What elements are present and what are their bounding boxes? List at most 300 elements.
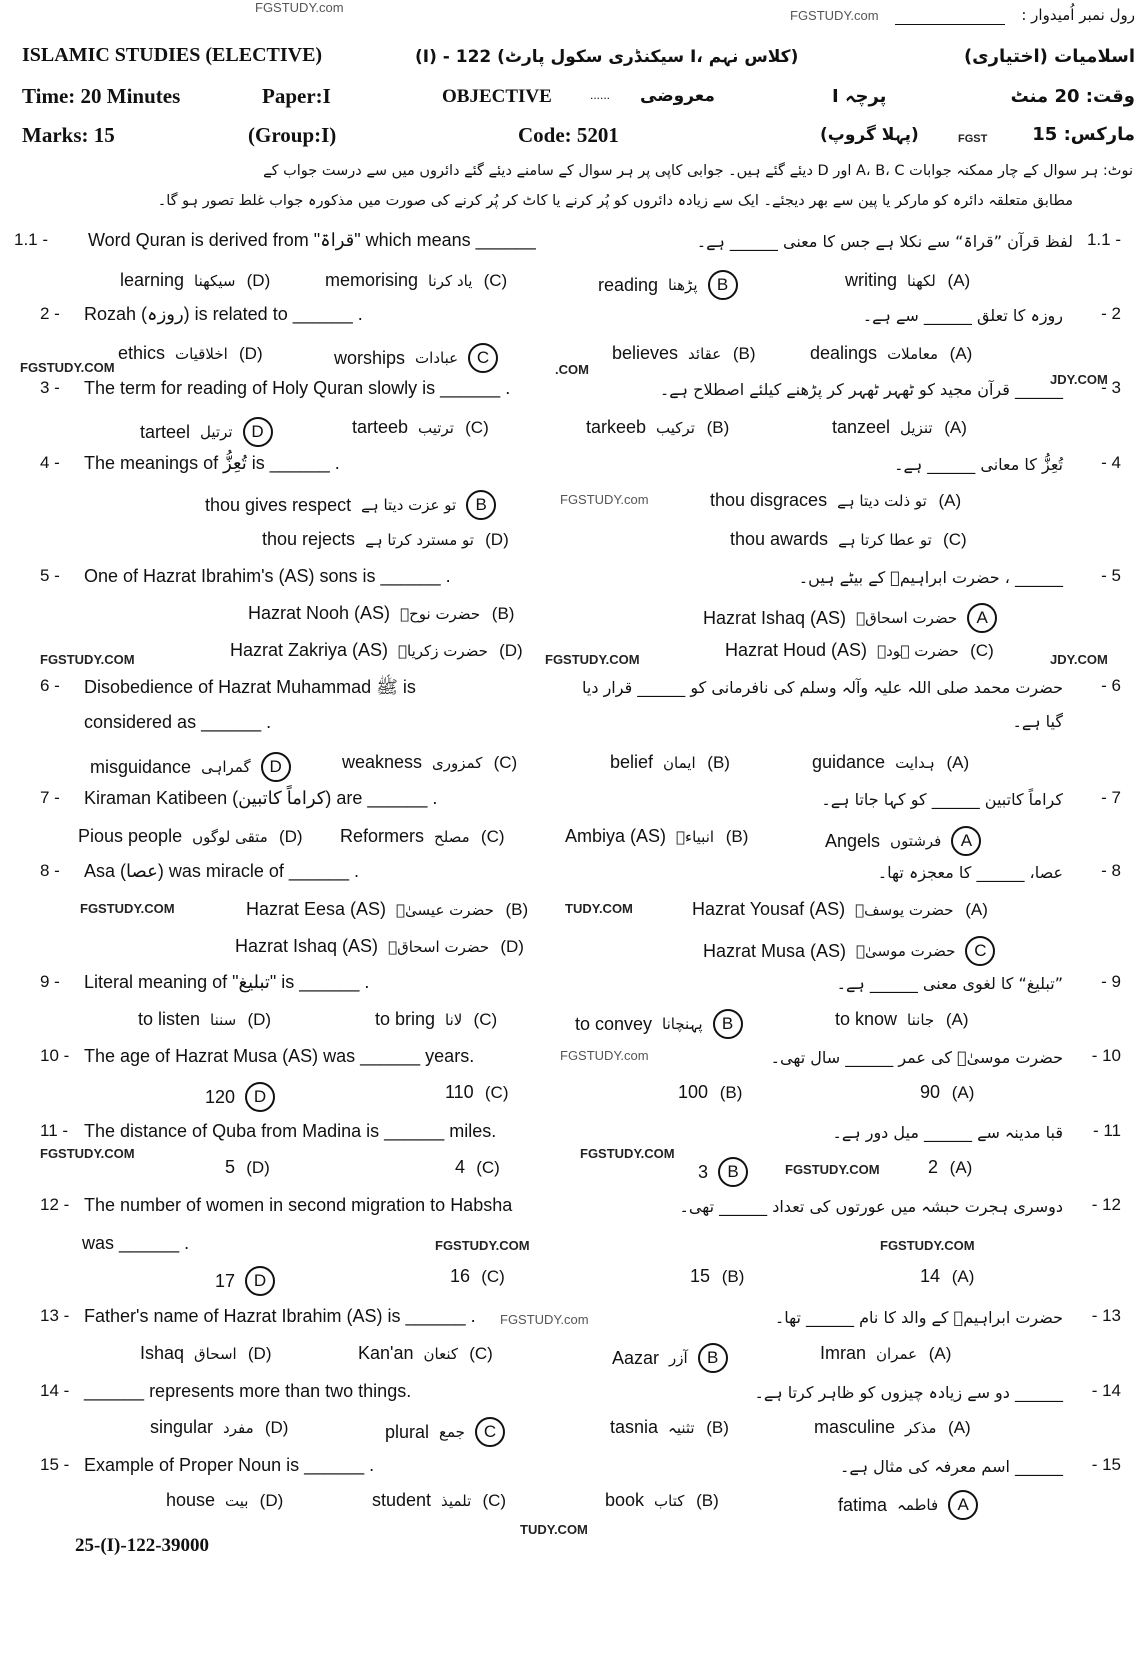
option-a[interactable] (838, 1490, 978, 1520)
option-letter: (C) (943, 529, 967, 549)
option-letter: (A) (938, 490, 962, 510)
answer-circle-mark: B (713, 1009, 743, 1039)
option-text-ur: حضرت اسحاقؑ (856, 609, 958, 627)
option-d[interactable] (78, 826, 304, 847)
answer-circle-mark: C (475, 1417, 505, 1447)
option-letter: (D) (278, 826, 303, 846)
watermark-text: FGSTUDY.com (500, 1312, 589, 1327)
time-en: Time: 20 Minutes (22, 84, 181, 108)
option-c[interactable] (325, 270, 508, 291)
question-text-ur: کراماً کاتبین ______ کو کہا جاتا ہے۔ (821, 790, 1063, 809)
option-text-ur: عمران (876, 1344, 918, 1363)
option-text-ur: فرشتوں (890, 832, 942, 850)
question-text-ur: حضرت ابراہیمؑ کے والد کا نام ______ تھا۔ (774, 1308, 1063, 1327)
question-number-ur: - 14 (1091, 1381, 1121, 1400)
option-text-en: 3 (698, 1161, 709, 1182)
watermark-text: JDY.COM (1050, 372, 1108, 387)
option-text-en: fatima (838, 1494, 888, 1515)
option-text-ur: گمراہی (201, 758, 251, 776)
option-c[interactable] (385, 1417, 505, 1447)
option-text-en: 90 (920, 1082, 941, 1102)
option-text-ur: ترتیب (418, 418, 454, 437)
option-b[interactable] (678, 1082, 744, 1103)
option-text-ur: اسحاق (194, 1344, 237, 1363)
option-b[interactable] (205, 490, 496, 520)
option-text-en: tarteel (140, 421, 191, 442)
question-text-en: The meanings of تُعِزُّ is ______ . (84, 453, 340, 473)
question-number-ur: - 15 (1091, 1455, 1121, 1474)
option-text-ur: تو مسترد کرتا ہے (365, 530, 474, 549)
option-text-ur: تلمیذ (441, 1491, 472, 1510)
answer-circle-mark: D (243, 417, 273, 447)
option-text-en: 4 (455, 1157, 466, 1177)
answer-circle-mark: A (948, 1490, 978, 1520)
option-text-en: Hazrat Houd (AS) (725, 640, 868, 660)
option-letter: (B) (707, 752, 730, 772)
question-text-ur: ______ اسم معرفہ کی مثال ہے۔ (839, 1457, 1063, 1476)
option-a[interactable] (920, 1266, 976, 1287)
option-text-ur: تو عطا کرتا ہے (838, 530, 932, 549)
option-b[interactable] (248, 603, 516, 624)
option-letter: (C) (473, 1009, 498, 1029)
question-text-en: The number of women in second migration to Habsha (84, 1195, 513, 1215)
question-text-en: Asa (عصا) was miracle of ______ . (84, 861, 359, 881)
option-d[interactable] (225, 1157, 271, 1178)
option-text-ur: حضرت زکریاؑ (398, 641, 488, 660)
question-number: 12 - (40, 1195, 70, 1214)
option-text-en: student (372, 1490, 432, 1510)
group-ur: (پہلا گروپ) (820, 125, 919, 145)
question-text-en-cont: considered as ______ . (84, 712, 272, 732)
watermark-text: FGSTUDY.COM (785, 1162, 880, 1177)
option-a[interactable] (825, 826, 981, 856)
option-text-en: masculine (814, 1417, 896, 1437)
option-b[interactable] (690, 1266, 746, 1287)
question-text-en: The age of Hazrat Musa (AS) was ______ years. (84, 1046, 475, 1066)
option-text-en: plural (385, 1421, 430, 1442)
roll-number-line (895, 24, 1005, 25)
option-b[interactable] (575, 1009, 743, 1039)
option-text-ur: آزر (669, 1349, 688, 1367)
answer-circle-mark: D (245, 1082, 275, 1112)
option-letter: (A) (945, 1009, 969, 1029)
option-b[interactable] (586, 417, 731, 438)
option-d[interactable] (150, 1417, 290, 1438)
option-a[interactable] (835, 1009, 970, 1030)
option-a[interactable] (814, 1417, 972, 1438)
option-b[interactable] (605, 1490, 720, 1511)
option-letter: (D) (246, 270, 271, 290)
option-letter: (D) (264, 1417, 289, 1437)
option-d[interactable] (120, 270, 271, 291)
question-number-ur: - 3 (1101, 378, 1121, 397)
option-letter: (B) (696, 1490, 719, 1510)
option-c[interactable] (375, 1009, 498, 1030)
option-text-en: Hazrat Zakriya (AS) (230, 640, 389, 660)
option-text-en: Aazar (612, 1347, 660, 1368)
option-text-ur: حضرت اسحاقؑ (388, 937, 490, 956)
option-text-en: tanzeel (832, 417, 891, 437)
question-number: 13 - (40, 1306, 70, 1325)
dots: ...... (590, 88, 611, 102)
question-text-ur-cont: گیا ہے۔ (1012, 712, 1063, 731)
watermark-text: FGSTUDY.COM (20, 360, 115, 375)
option-d[interactable] (140, 1343, 273, 1364)
question-number: 6 - (40, 676, 60, 695)
option-letter: (C) (482, 1490, 507, 1510)
question-text-en: Literal meaning of "تبلیغ" is ______ . (84, 972, 370, 992)
option-letter: (B) (725, 826, 749, 846)
option-text-ur: سیکھنا (194, 271, 236, 290)
option-text-ur: پڑھنا (668, 276, 698, 294)
option-text-en: dealings (810, 343, 878, 363)
option-text-ur: جمع (439, 1423, 465, 1441)
option-text-ur: حضرت ہودؑ (877, 641, 959, 660)
option-text-en: Ambiya (AS) (565, 826, 667, 846)
option-letter: (C) (483, 270, 508, 290)
subject-title-en: ISLAMIC STUDIES (ELECTIVE) (22, 44, 323, 66)
option-text-en: belief (610, 752, 654, 772)
question-number: 14 - (40, 1381, 70, 1400)
watermark-text: FGSTUDY.COM (580, 1146, 675, 1161)
option-text-en: weakness (342, 752, 423, 772)
question-number-ur: - 5 (1101, 566, 1121, 585)
question-number: 4 - (40, 453, 60, 472)
question-text-ur: دوسری ہجرت حبشہ میں عورتوں کی تعداد ______ تھی۔ (679, 1197, 1063, 1216)
question-number-ur: - 9 (1101, 972, 1121, 991)
question-number-ur: - 12 (1091, 1195, 1121, 1214)
option-b[interactable] (612, 343, 757, 364)
option-c[interactable] (342, 752, 518, 773)
option-d[interactable] (138, 1009, 272, 1030)
option-b[interactable] (610, 752, 732, 773)
question-text-en: The term for reading of Holy Quran slowly is ______ . (84, 378, 511, 398)
marks-en: Marks: 15 (22, 123, 115, 147)
question-number-ur: - 2 (1101, 304, 1121, 323)
option-c[interactable] (455, 1157, 501, 1178)
instructions-line-2: مطابق متعلقہ دائرہ کو مارکر یا پین سے بھر دیجئے۔ ایک سے زیادہ دائروں کو پُر کرنے یا کاٹ کر پُر کرنے کی صورت میں مذکورہ جواب غلط تصور ہو گا۔ (157, 193, 1073, 209)
option-letter: (D) (246, 1157, 270, 1177)
question-text-ur: تُعِزُّ کا معانی ______ ہے۔ (894, 455, 1063, 474)
option-letter: (C) (970, 640, 994, 660)
option-letter: (A) (949, 1157, 973, 1177)
option-letter: (C) (484, 1082, 509, 1102)
option-text-ur: مصلح (434, 827, 470, 846)
option-text-ur: لانا (445, 1010, 463, 1029)
answer-circle-mark: A (951, 826, 981, 856)
option-letter: (A) (947, 270, 971, 290)
question-text-ur: ”تبلیغ“ کا لغوی معنی ______ ہے۔ (836, 974, 1063, 993)
option-text-en: tasnia (610, 1417, 659, 1437)
option-text-ur: ترکیب (656, 418, 695, 437)
option-text-ur: جاننا (907, 1010, 935, 1029)
option-text-en: Reformers (340, 826, 425, 846)
watermark-text: FGSTUDY.COM (40, 1146, 135, 1161)
watermark-text: FGSTUDY.COM (545, 652, 640, 667)
option-c[interactable] (730, 529, 968, 550)
option-letter: (D) (239, 343, 263, 363)
option-text-ur: عبادات (415, 349, 459, 367)
option-a[interactable] (710, 490, 963, 511)
option-text-en: writing (845, 270, 898, 290)
option-text-en: tarteeb (352, 417, 409, 437)
option-a[interactable] (692, 899, 990, 920)
question-number-ur: - 10 (1091, 1046, 1121, 1065)
option-text-ur: عقائد (688, 344, 722, 363)
option-a[interactable] (920, 1082, 976, 1103)
option-text-en: thou gives respect (205, 494, 352, 515)
option-a[interactable] (703, 603, 997, 633)
option-text-en: thou awards (730, 529, 829, 549)
roll-watermark: FGSTUDY.com (790, 8, 879, 23)
option-c[interactable] (450, 1266, 506, 1287)
option-text-en: learning (120, 270, 185, 290)
question-number-ur: - 6 (1101, 676, 1121, 695)
option-letter: (D) (247, 1343, 272, 1363)
option-text-ur: پہنچانا (662, 1015, 703, 1033)
question-number: 9 - (40, 972, 60, 991)
answer-circle-mark: D (245, 1266, 275, 1296)
option-text-en: 120 (205, 1086, 236, 1107)
question-text-en: ______ represents more than two things. (84, 1381, 412, 1401)
question-text-ur: لفظ قرآن ”قراۃ“ سے نکلا ہے جس کا معنی ______ ہے۔ (696, 232, 1073, 251)
group-en: (Group:I) (248, 123, 337, 147)
option-letter: (A) (965, 899, 988, 919)
option-text-ur: متقی لوگوں (192, 827, 268, 846)
question-text-en: Example of Proper Noun is ______ . (84, 1455, 375, 1475)
option-letter: (D) (485, 529, 509, 549)
option-text-ur: ہدایت (895, 753, 935, 772)
option-letter: (C) (476, 1157, 500, 1177)
option-d[interactable] (90, 752, 291, 782)
option-text-en: Imran (820, 1343, 867, 1363)
option-c[interactable] (334, 343, 498, 373)
option-letter: (D) (247, 1009, 272, 1029)
marks-ur: مارکس: 15 (1032, 124, 1135, 145)
question-number: 3 - (40, 378, 60, 397)
option-text-en: Hazrat Musa (AS) (703, 940, 847, 961)
top-watermark: FGSTUDY.com (255, 0, 344, 15)
option-d[interactable] (166, 1490, 284, 1511)
instructions-line-1: نوٹ: ہر سوال کے چار ممکنہ جوابات A، B، C اور D دیئے گئے ہیں۔ جوابی کاپی پر ہر سوال کے سامنے دیئے گئے دائروں میں سے درست جواب کے (263, 163, 1133, 179)
option-text-ur: کتاب (654, 1491, 685, 1510)
option-c[interactable] (703, 936, 995, 966)
option-letter: (A) (928, 1343, 952, 1363)
option-letter: (D) (499, 640, 523, 660)
option-a[interactable] (845, 270, 972, 291)
option-text-en: to know (835, 1009, 898, 1029)
option-letter: (A) (949, 343, 973, 363)
question-text-en: Kiraman Katibeen (کراماً کاتبین) are ______ . (84, 788, 438, 808)
option-d[interactable] (235, 936, 525, 957)
option-letter: (B) (706, 417, 730, 437)
watermark-text: FGSTUDY.com (560, 1048, 649, 1063)
option-text-ur: یاد کرنا (428, 271, 473, 290)
answer-circle-mark: B (698, 1343, 728, 1373)
watermark-text: FGSTUDY.com (560, 492, 649, 507)
option-c[interactable] (445, 1082, 510, 1103)
option-text-en: 110 (445, 1082, 474, 1102)
option-text-en: 5 (225, 1157, 236, 1177)
option-text-en: Ishaq (140, 1343, 185, 1363)
answer-circle-mark: D (261, 752, 291, 782)
option-letter: (A) (946, 752, 970, 772)
option-b[interactable] (246, 899, 530, 920)
option-text-ur: حضرت موسیٰؑ (856, 942, 956, 960)
option-letter: (C) (481, 1266, 505, 1286)
option-b[interactable] (698, 1157, 748, 1187)
option-text-ur: فاطمہ (897, 1496, 939, 1514)
option-text-en: thou disgraces (710, 490, 828, 510)
option-text-ur: حضرت نوحؑ (400, 604, 481, 623)
option-letter: (B) (505, 899, 529, 919)
question-text-en: One of Hazrat Ibrahim's (AS) sons is ______ . (84, 566, 451, 586)
option-d[interactable] (140, 417, 273, 447)
option-text-en: 16 (450, 1266, 471, 1286)
option-b[interactable] (565, 826, 750, 847)
option-text-ur: حضرت عیسیٰؑ (396, 900, 494, 919)
option-d[interactable] (205, 1082, 275, 1112)
option-text-en: believes (612, 343, 679, 363)
question-text-ur: ______ دو سے زیادہ چیزوں کو ظاہر کرتا ہے۔ (754, 1383, 1063, 1402)
question-number: 1.1 - (14, 230, 49, 249)
option-text-ur: مفرد (223, 1418, 254, 1437)
option-text-ur: کمزوری (432, 753, 483, 772)
option-text-en: tarkeeb (586, 417, 647, 437)
question-number: 8 - (40, 861, 60, 880)
paper-en: Paper:I (262, 84, 331, 108)
roll-number-label: رول نمبر اُمیدوار : (1021, 6, 1135, 24)
option-text-ur: معاملات (887, 344, 939, 363)
option-letter: (B) (491, 603, 515, 623)
option-d[interactable] (230, 640, 524, 661)
question-text-ur: عصا، ______ کا معجزہ تھا۔ (877, 863, 1063, 882)
option-text-en: Hazrat Ishaq (AS) (235, 936, 379, 956)
option-a[interactable] (812, 752, 971, 773)
answer-circle-mark: B (466, 490, 496, 520)
question-text-en: Father's name of Hazrat Ibrahim (AS) is ______ . (84, 1306, 476, 1326)
option-text-en: to convey (575, 1013, 653, 1034)
option-text-en: Hazrat Yousaf (AS) (692, 899, 846, 919)
option-text-en: book (605, 1490, 645, 1510)
option-text-en: 100 (678, 1082, 709, 1102)
option-d[interactable] (118, 343, 264, 364)
watermark-text: FGSTUDY.COM (880, 1238, 975, 1253)
option-text-en: Hazrat Ishaq (AS) (703, 607, 847, 628)
option-text-en: 17 (215, 1270, 236, 1291)
watermark-text: TUDY.COM (520, 1522, 588, 1537)
option-c[interactable] (358, 1343, 494, 1364)
option-a[interactable] (810, 343, 974, 364)
option-text-ur: حضرت یوسفؑ (855, 900, 954, 919)
option-letter: (B) (721, 1266, 745, 1286)
question-number: 10 - (40, 1046, 70, 1065)
option-letter: (A) (948, 1417, 971, 1437)
question-number: 11 - (40, 1121, 69, 1140)
option-c[interactable] (372, 1490, 507, 1511)
question-text-en: The distance of Quba from Madina is ______ miles. (84, 1121, 497, 1141)
watermark-text: FGSTUDY.COM (80, 901, 175, 916)
question-number-ur: - 13 (1091, 1306, 1121, 1325)
option-text-ur: ایمان (663, 753, 696, 772)
option-text-en: singular (150, 1417, 214, 1437)
option-c[interactable] (352, 417, 490, 438)
question-text-en: Word Quran is derived from "قراۃ" which means ______ (88, 230, 536, 250)
question-number: 5 - (40, 566, 60, 585)
option-b[interactable] (612, 1343, 728, 1373)
option-a[interactable] (820, 1343, 953, 1364)
option-text-en: memorising (325, 270, 419, 290)
option-a[interactable] (928, 1157, 974, 1178)
subject-code-ur: (I) - 122 (سیکنڈری سکول پارٹ I، کلاس نہم) (415, 47, 799, 67)
question-text-ur: ______ ، حضرت ابراہیمؑ کے بیٹے ہیں۔ (798, 568, 1063, 587)
answer-circle-mark: B (708, 270, 738, 300)
answer-circle-mark: C (468, 343, 498, 373)
question-text-en: Rozah (روزہ) is related to ______ . (84, 304, 363, 324)
option-text-ur: سننا (210, 1010, 237, 1029)
question-number-ur: 1.1 - (1086, 230, 1121, 249)
question-text-ur: قبا مدینہ سے ______ میل دور ہے۔ (832, 1123, 1063, 1142)
option-text-en: to listen (138, 1009, 201, 1029)
option-text-ur: مذکر (905, 1418, 937, 1437)
time-ur: وقت: 20 منٹ (1010, 86, 1135, 107)
question-number-ur: - 8 (1101, 861, 1121, 880)
option-c[interactable] (725, 640, 995, 661)
option-d[interactable] (215, 1266, 275, 1296)
question-number-ur: - 4 (1101, 453, 1121, 472)
option-text-en: Pious people (78, 826, 183, 846)
question-text-ur: ______ قرآن مجید کو ٹھہر ٹھہر کر پڑھنے کیلئے اصطلاح ہے۔ (659, 380, 1063, 399)
question-text-ur: حضرت موسیٰؑ کی عمر ______ سال تھی۔ (770, 1048, 1063, 1067)
option-letter: (D) (259, 1490, 284, 1510)
footer-code: 25-(I)-122-39000 (75, 1535, 210, 1556)
option-letter: (A) (951, 1082, 975, 1102)
option-text-ur: اخلاقیات (175, 344, 228, 363)
option-text-ur: کنعان (423, 1344, 458, 1363)
option-text-en: Hazrat Nooh (AS) (248, 603, 391, 623)
question-text-ur: حضرت محمد صلی اللہ علیہ وآلہ وسلم کی نافرمانی کو ______ قرار دیا (582, 678, 1063, 697)
option-text-ur: تو عزت دیتا ہے (361, 496, 457, 514)
option-text-en: guidance (812, 752, 886, 772)
option-text-en: worships (334, 347, 406, 368)
paper-ur: پرچہ I (832, 86, 887, 107)
question-number-ur: - 11 (1092, 1121, 1121, 1140)
option-text-en: 15 (690, 1266, 711, 1286)
option-text-en: 2 (928, 1157, 939, 1177)
option-d[interactable] (262, 529, 510, 550)
question-text-ur: روزہ کا تعلق ______ سے ہے۔ (862, 306, 1063, 325)
option-text-en: Hazrat Eesa (AS) (246, 899, 387, 919)
option-letter: (C) (469, 1343, 493, 1363)
option-text-en: house (166, 1490, 216, 1510)
question-number: 2 - (40, 304, 60, 323)
option-letter: (B) (719, 1082, 743, 1102)
option-text-ur: تثنیہ (668, 1418, 695, 1437)
option-text-en: reading (598, 274, 659, 295)
option-text-ur: انبیاءؑ (676, 827, 715, 846)
option-text-en: ethics (118, 343, 166, 363)
watermark-text: TUDY.COM (565, 901, 633, 916)
option-letter: (C) (465, 417, 489, 437)
question-number: 15 - (40, 1455, 70, 1474)
option-b[interactable] (610, 1417, 731, 1438)
option-a[interactable] (832, 417, 969, 438)
option-letter: (B) (706, 1417, 729, 1437)
option-text-ur: تو ذلت دیتا ہے (837, 491, 927, 510)
option-c[interactable] (340, 826, 506, 847)
answer-circle-mark: B (718, 1157, 748, 1187)
option-b[interactable] (598, 270, 738, 300)
